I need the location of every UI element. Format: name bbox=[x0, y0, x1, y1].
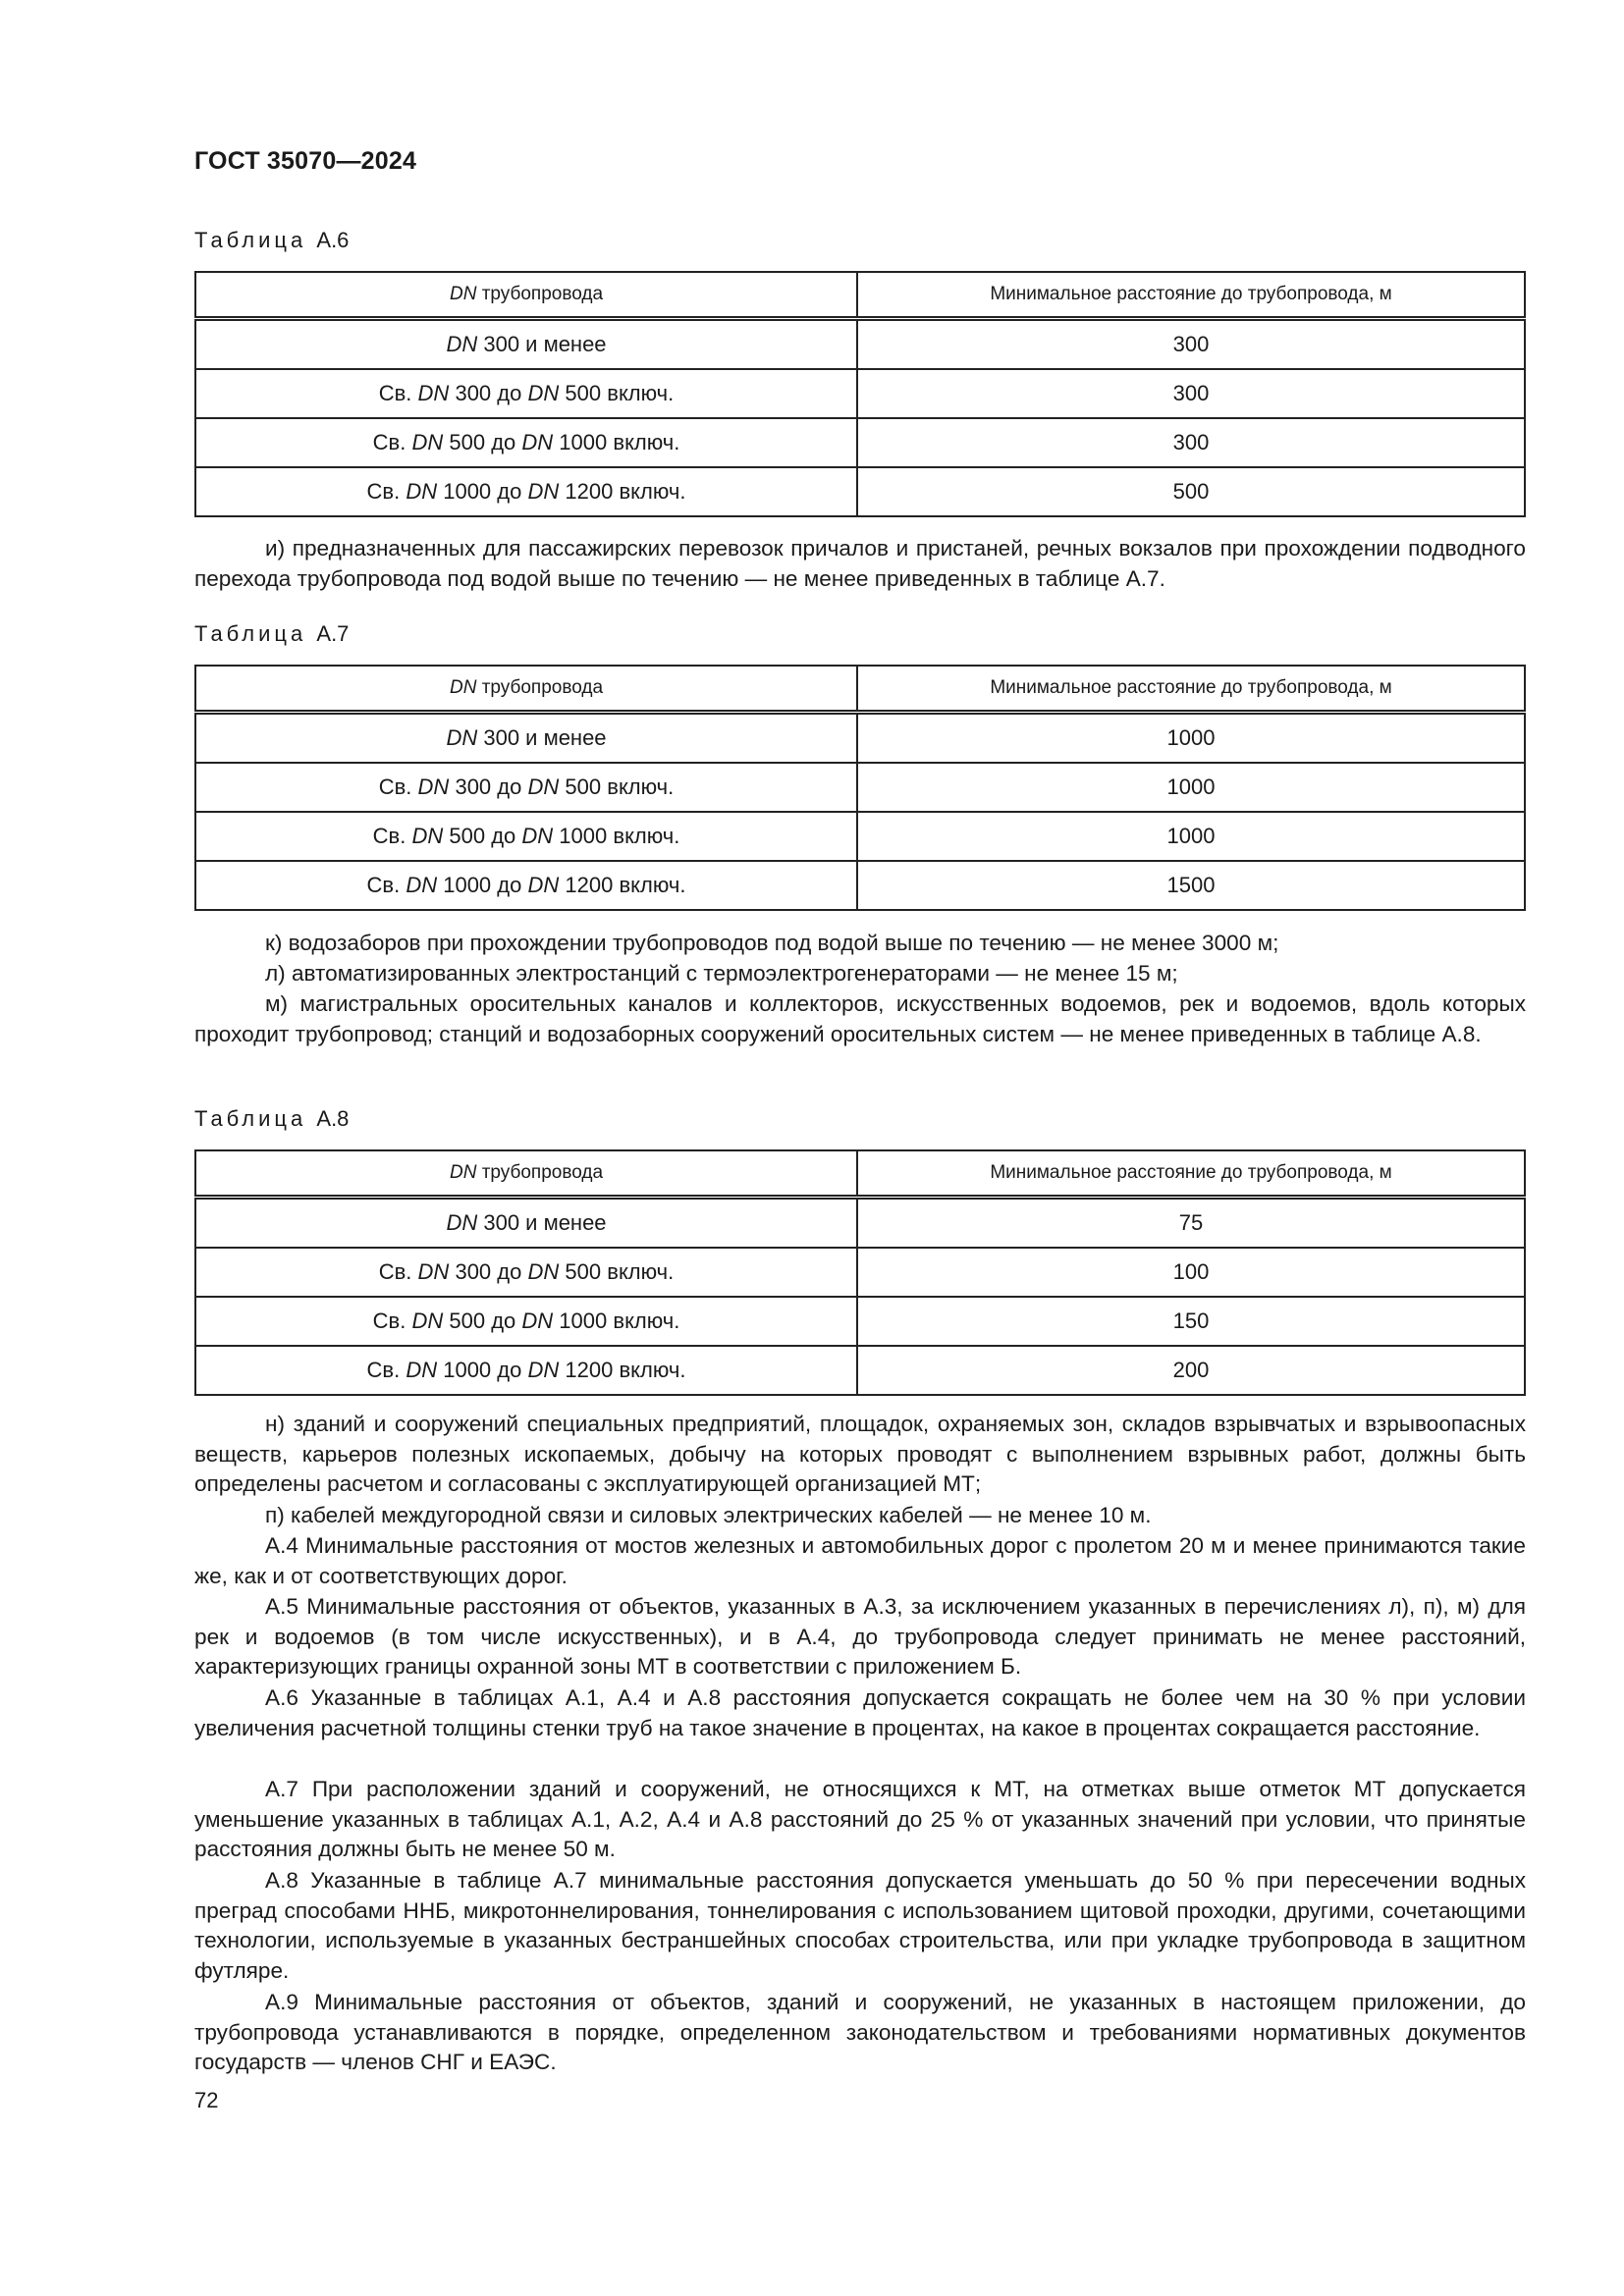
table-header-row bbox=[195, 272, 1525, 319]
distance-cell: 300 bbox=[857, 418, 1525, 467]
distance-cell: 1000 bbox=[857, 763, 1525, 812]
distance-cell: 1500 bbox=[857, 861, 1525, 910]
distance-cell: 1000 bbox=[857, 812, 1525, 861]
table-a6 bbox=[194, 271, 1526, 517]
paragraph-a6: А.6 Указанные в таблицах А.1, А.4 и А.8 расстояния допускается сокращать не более чем на 30 % при условии увеличения расчетной толщины стенки труб на такое значение в процентах, на какое в процентах сокращается расстояние. bbox=[194, 1685, 1526, 1740]
paragraph-a9: А.9 Минимальные расстояния от объектов, зданий и сооружений, не указанных в настоящем приложении, до трубопровода устанавливаются в порядке, определенном законодательством и требованиями нормативных документов государств — членов СНГ и ЕАЭС. bbox=[194, 1990, 1526, 2075]
table-row bbox=[195, 369, 1525, 418]
dn-range-cell: Св. DN 300 до DN 500 включ. bbox=[195, 369, 857, 418]
table-row bbox=[195, 812, 1525, 861]
dn-range-cell: Св. DN 500 до DN 1000 включ. bbox=[195, 1297, 857, 1346]
paragraph-m: м) магистральных оросительных каналов и коллекторов, искусственных водоемов, рек и водоемов, вдоль которых проходит трубопровод; станций и водозаборных сооружений оросительных систем — не менее приведенных в таблице А.8. bbox=[194, 991, 1526, 1046]
table-number: А.8 bbox=[316, 1106, 350, 1131]
table-word: Таблица bbox=[194, 228, 307, 252]
table-word: Таблица bbox=[194, 1106, 307, 1131]
paragraph-l: л) автоматизированных электростанций с термоэлектрогенераторами — не менее 15 м; bbox=[265, 961, 1178, 986]
table-number: А.7 bbox=[316, 621, 350, 646]
table-caption-a7 bbox=[194, 621, 349, 647]
page-number: 72 bbox=[194, 2088, 219, 2112]
column-header-dn: DN трубопровода bbox=[195, 666, 857, 713]
dn-range-cell: Св. DN 300 до DN 500 включ. bbox=[195, 763, 857, 812]
table-number: А.6 bbox=[316, 228, 350, 252]
distance-cell: 100 bbox=[857, 1248, 1525, 1297]
dn-range-cell: DN 300 и менее bbox=[195, 713, 857, 764]
table-a7 bbox=[194, 665, 1526, 911]
table-header-row bbox=[195, 1150, 1525, 1198]
dn-range-cell: DN 300 и менее bbox=[195, 319, 857, 370]
table-row bbox=[195, 1248, 1525, 1297]
table-row bbox=[195, 713, 1525, 764]
dn-range-cell: Св. DN 1000 до DN 1200 включ. bbox=[195, 467, 857, 516]
dn-range-cell: Св. DN 500 до DN 1000 включ. bbox=[195, 418, 857, 467]
table-row bbox=[195, 467, 1525, 516]
column-header-dn: DN трубопровода bbox=[195, 1150, 857, 1198]
dn-range-cell: Св. DN 500 до DN 1000 включ. bbox=[195, 812, 857, 861]
distance-cell: 200 bbox=[857, 1346, 1525, 1395]
table-word: Таблица bbox=[194, 621, 307, 646]
table-row bbox=[195, 1297, 1525, 1346]
table-caption-a8 bbox=[194, 1106, 349, 1132]
dn-range-cell: Св. DN 300 до DN 500 включ. bbox=[195, 1248, 857, 1297]
column-header-distance: Минимальное расстояние до трубопровода, м bbox=[857, 272, 1525, 319]
distance-cell: 1000 bbox=[857, 713, 1525, 764]
column-header-distance: Минимальное расстояние до трубопровода, м bbox=[857, 1150, 1525, 1198]
column-header-distance: Минимальное расстояние до трубопровода, м bbox=[857, 666, 1525, 713]
dn-range-cell: Св. DN 1000 до DN 1200 включ. bbox=[195, 861, 857, 910]
table-row bbox=[195, 418, 1525, 467]
paragraph-k: к) водозаборов при прохождении трубопроводов под водой выше по течению — не менее 3000 м; bbox=[265, 931, 1279, 955]
distance-cell: 150 bbox=[857, 1297, 1525, 1346]
table-caption-a6 bbox=[194, 228, 349, 253]
table-row bbox=[195, 1346, 1525, 1395]
distance-cell: 75 bbox=[857, 1198, 1525, 1249]
distance-cell: 500 bbox=[857, 467, 1525, 516]
distance-cell: 300 bbox=[857, 319, 1525, 370]
paragraph-p: п) кабелей междугородной связи и силовых электрических кабелей — не менее 10 м. bbox=[265, 1503, 1152, 1527]
table-row bbox=[195, 763, 1525, 812]
table-row bbox=[195, 861, 1525, 910]
paragraph-a5: А.5 Минимальные расстояния от объектов, указанных в А.3, за исключением указанных в перечислениях л), п), м) для рек и водоемов (в том числе искусственных), и в А.4, до трубопровода следует принимать не менее расстояний, характеризующих границы охранной зоны МТ в соответствии с приложением Б. bbox=[194, 1594, 1526, 1680]
table-row bbox=[195, 319, 1525, 370]
paragraph-i: и) предназначенных для пассажирских перевозок причалов и пристаней, речных вокзалов при прохождении подводного перехода трубопровода под водой выше по течению — не менее приведенных в таблице А.7. bbox=[194, 536, 1526, 591]
column-header-dn: DN трубопровода bbox=[195, 272, 857, 319]
table-header-row bbox=[195, 666, 1525, 713]
paragraph-a7: А.7 При расположении зданий и сооружений, не относящихся к МТ, на отметках выше отметок МТ допускается уменьшение указанных в таблицах А.1, А.2, А.4 и А.8 расстояний до 25 % от указанных значений при условии, что принятые расстояния должны быть не менее 50 м. bbox=[194, 1777, 1526, 1862]
paragraph-a4: А.4 Минимальные расстояния от мостов железных и автомобильных дорог с пролетом 20 м и менее принимаются такие же, как и от соответствующих дорог. bbox=[194, 1533, 1526, 1588]
table-row bbox=[195, 1198, 1525, 1249]
document-code: ГОСТ 35070—2024 bbox=[194, 147, 417, 175]
table-a8 bbox=[194, 1149, 1526, 1396]
distance-cell: 300 bbox=[857, 369, 1525, 418]
paragraph-a8: А.8 Указанные в таблице А.7 минимальные расстояния допускается уменьшать до 50 % при пересечении водных преград способами ННБ, микротоннелирования, тоннелирования с использованием щитовой проходки, другими, сочетающими технологии, используемые в указанных бестраншейных способах строительства, или при укладке трубопровода в защитном футляре. bbox=[194, 1868, 1526, 1984]
dn-range-cell: Св. DN 1000 до DN 1200 включ. bbox=[195, 1346, 857, 1395]
paragraph-n: н) зданий и сооружений специальных предприятий, площадок, охраняемых зон, складов взрывчатых и взрывоопасных веществ, карьеров полезных ископаемых, добычу на которых проводят с выполнением взрывных работ, должны быть определены расчетом и согласованы с эксплуатирующей организацией МТ; bbox=[194, 1412, 1526, 1497]
dn-range-cell: DN 300 и менее bbox=[195, 1198, 857, 1249]
